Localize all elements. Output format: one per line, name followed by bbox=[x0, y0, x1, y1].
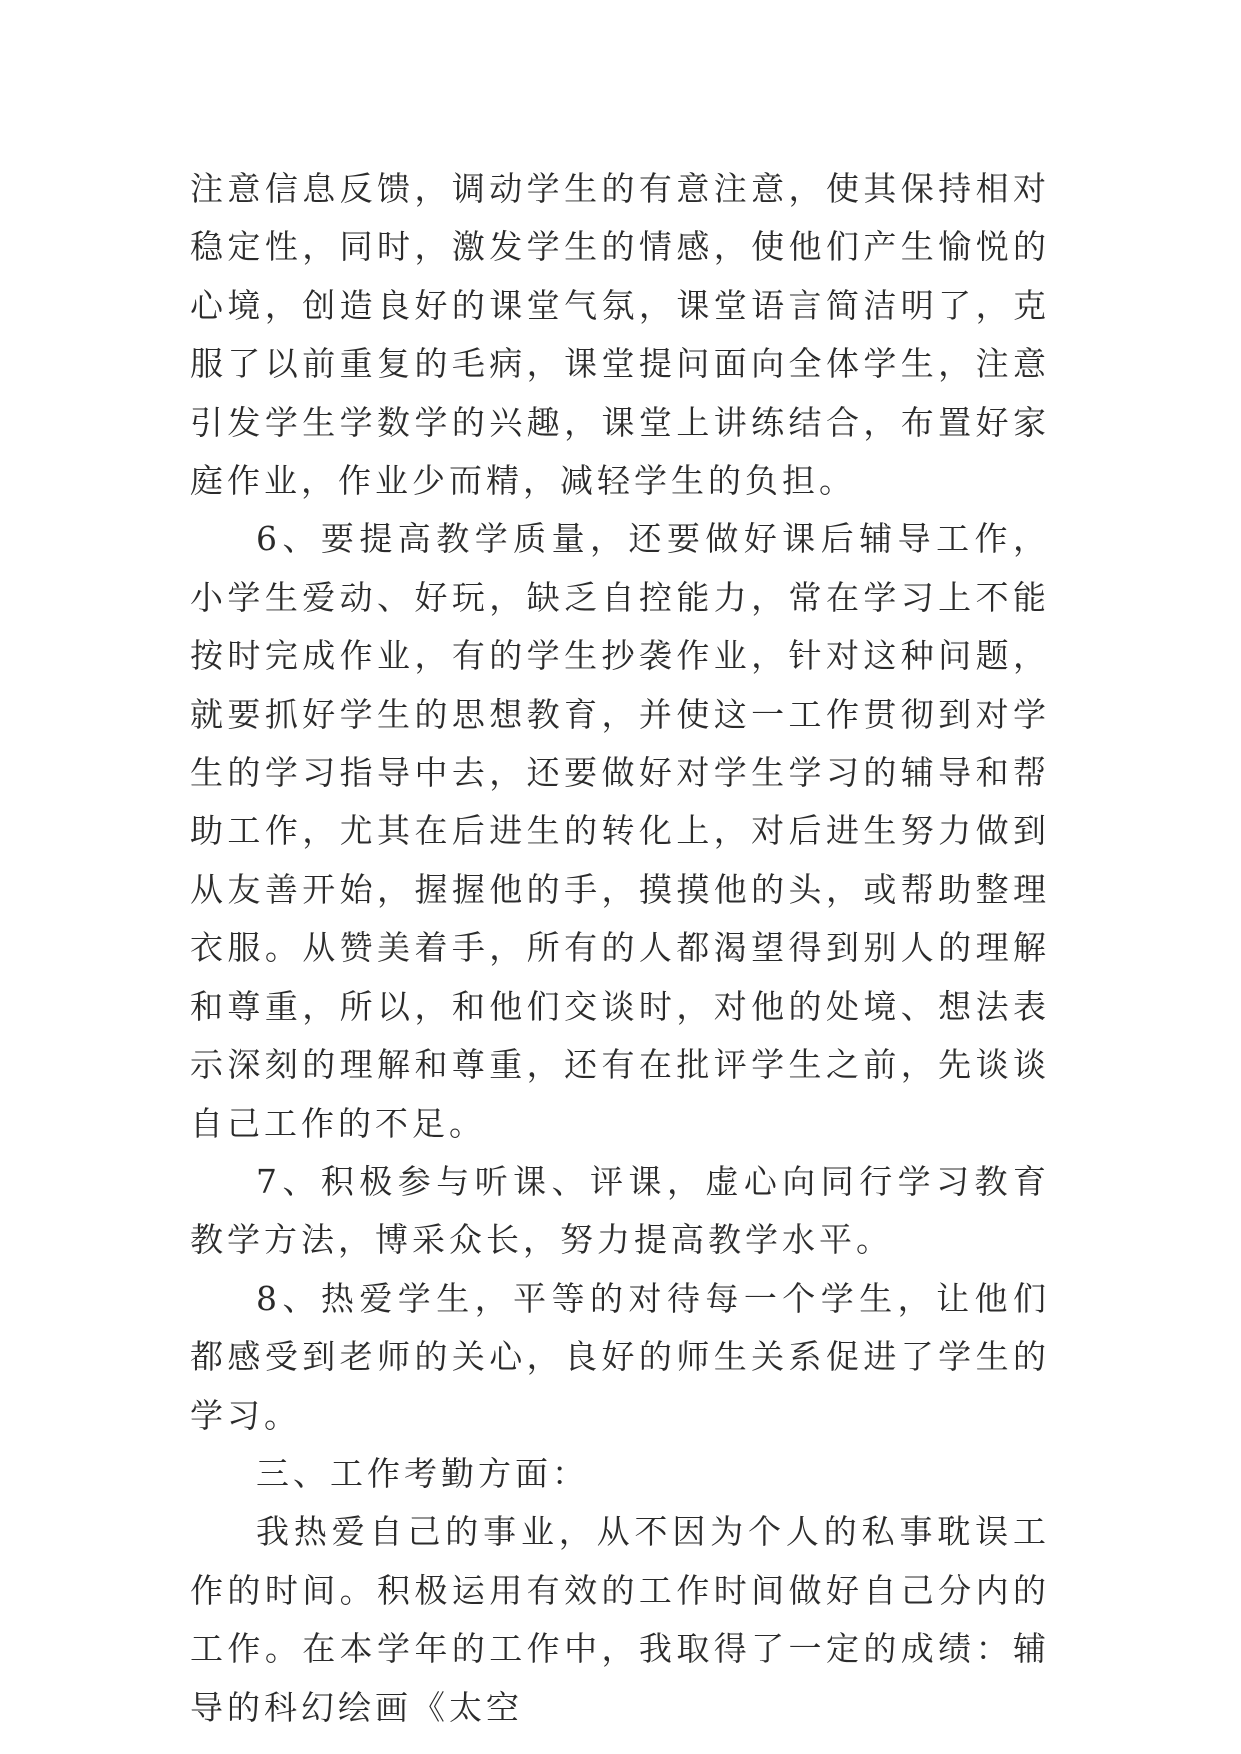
section-heading-attendance: 三、工作考勤方面： bbox=[256, 1453, 589, 1493]
paragraph-item-7: 7、积极参与听课、评课，虚心向同行学习教育教学方法，博采众长，努力提高教学水平。 bbox=[190, 1161, 1050, 1260]
paragraph-attendance: 我热爱自己的事业，从不因为个人的私事耽误工作的时间。积极运用有效的工作时间做好自己分内的工作。在本学年的工作中，我取得了一定的成绩：辅导的科幻绘画《太空 bbox=[190, 1512, 1050, 1727]
paragraph-continuation: 注意信息反馈，调动学生的有意注意，使其保持相对稳定性，同时，激发学生的情感，使他们产生愉悦的心境，创造良好的课堂气氛，课堂语言简洁明了，克服了以前重复的毛病，课堂提问面向全体学生，注意引发学生学数学的兴趣，课堂上讲练结合，布置好家庭作业，作业少而精，减轻学生的负担。 bbox=[190, 169, 1050, 501]
paragraph-item-8: 8、热爱学生，平等的对待每一个学生，让他们都感受到老师的关心，良好的师生关系促进了学生的学习。 bbox=[190, 1278, 1050, 1435]
document-body bbox=[190, 160, 1050, 1737]
paragraph-item-6: 6、要提高教学质量，还要做好课后辅导工作，小学生爱动、好玩，缺乏自控能力，常在学习上不能按时完成作业，有的学生抄袭作业，针对这种问题，就要抓好学生的思想教育，并使这一工作贯彻到对学生的学习指导中去，还要做好对学生学习的辅导和帮助工作，尤其在后进生的转化上，对后进生努力做到从友善开始，握握他的手，摸摸他的头，或帮助整理衣服。从赞美着手，所有的人都渴望得到别人的理解和尊重，所以，和他们交谈时，对他的处境、想法表示深刻的理解和尊重，还有在批评学生之前，先谈谈自己工作的不足。 bbox=[190, 519, 1050, 1143]
